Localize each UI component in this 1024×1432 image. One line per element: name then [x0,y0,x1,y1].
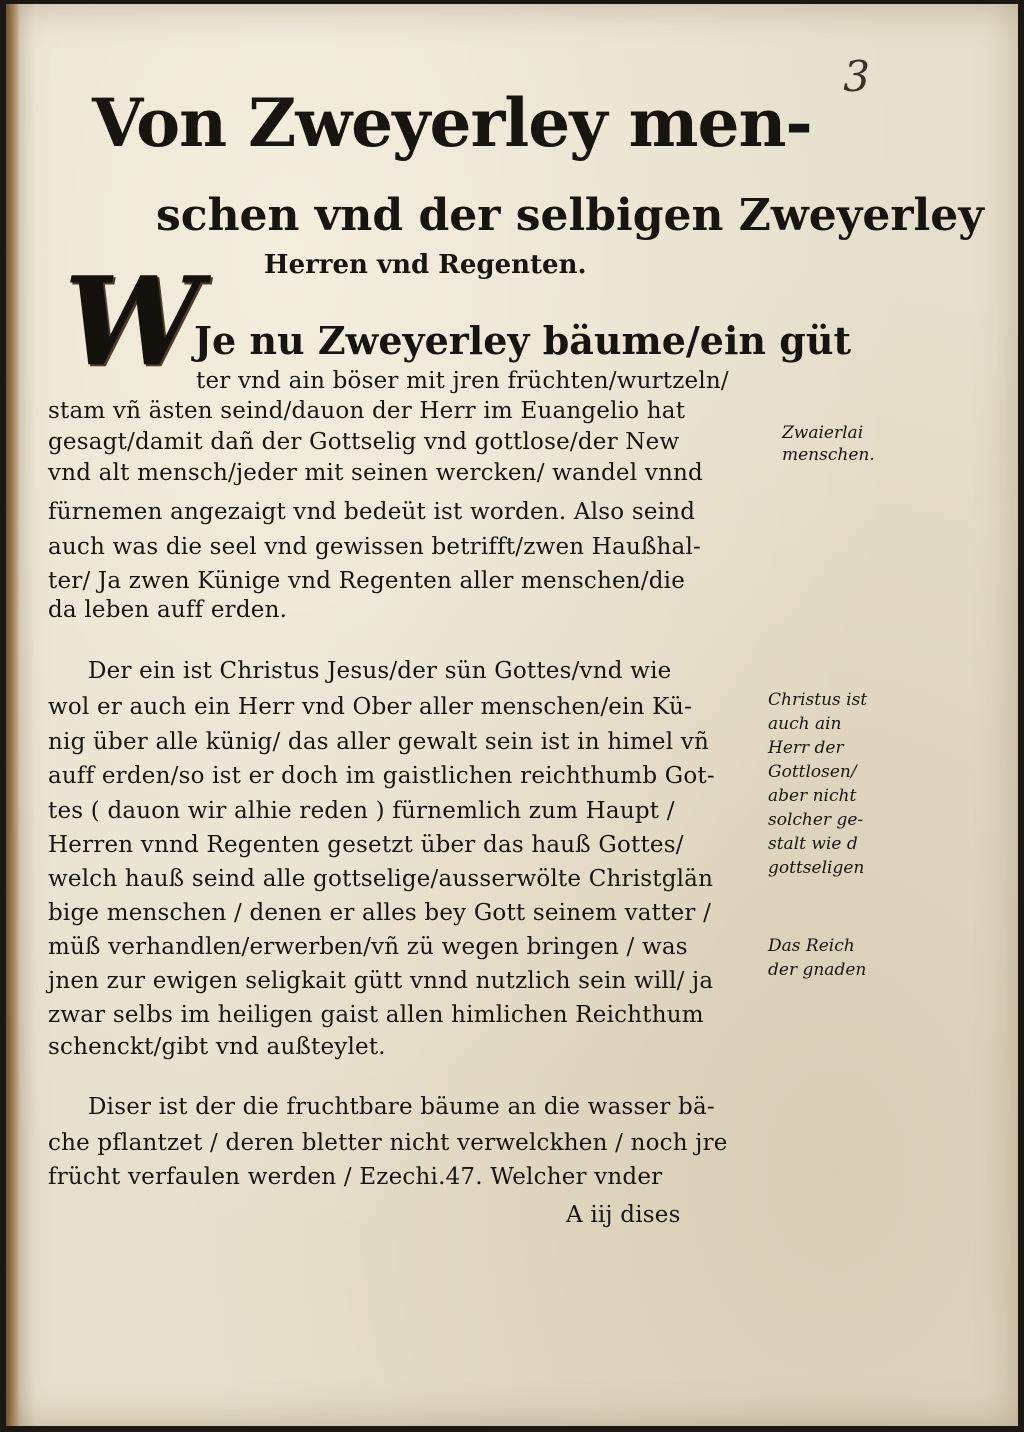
paragraph2-line: welch hauß seind alle gottselige/ausserwölte Christglän [48,866,714,892]
paragraph2-line: auff erden/so ist er doch im gaistlichen reichthumb Got- [48,763,715,789]
folio-number: 3 [843,52,870,101]
paragraph2-line: zwar selbs im heiligen gaist allen himlichen Reichthum [48,1002,704,1028]
paragraph3-line: Diser ist der die fruchtbare bäume an die wasser bä- [88,1094,715,1120]
paragraph2-line: wol er auch ein Herr vnd Ober aller menschen/ein Kü- [48,694,693,720]
paragraph2-line: Herren vnnd Regenten gesetzt über das hauß Gottes/ [48,832,684,858]
marginal-note [782,422,875,466]
catchword: A iij dises [566,1202,681,1228]
paragraph1-line: auch was die seel vnd gewissen betrifft/zwen Haußhal- [48,534,701,560]
paragraph1-line: vnd alt mensch/jeder mit seinen wercken/ wandel vnnd [48,460,703,486]
paragraph2-line: müß verhandlen/erwerben/vñ zü wegen bringen / was [48,934,688,960]
marginal-note-line: Gottlosen/ [768,762,857,782]
paragraph1-line: stam vñ ästen seind/dauon der Herr im Euangelio hat [48,398,686,424]
paragraph2-line: nig über alle künig/ das aller gewalt sein ist in himel vñ [48,729,709,755]
paragraph2-line: bige menschen / denen er alles bey Gott seinem vatter / [48,900,712,926]
paragraph1-line: da leben auff erden. [48,597,288,623]
marginal-note-line: Herr der [768,738,844,758]
paragraph2-line: Der ein ist Christus Jesus/der sün Gottes/vnd wie [88,658,672,684]
marginal-note-line: aber nicht [768,786,857,806]
decorated-initial: W [64,249,202,393]
marginal-note-line: solcher ge- [768,810,864,830]
marginal-note-line: auch ain [768,714,842,734]
paragraph1-line: ter vnd ain böser mit jren früchten/wurtzeln/ [196,368,729,394]
marginal-note [768,934,866,982]
binding-edge [6,4,20,1426]
marginal-note-line: Christus ist [768,690,868,710]
marginal-note-line: Das Reich [768,936,855,956]
marginal-note-line: gottseligen [768,858,865,878]
lead-line: Je nu Zweyerley bäume/ein güt [194,318,852,363]
marginal-note-line: der gnaden [768,960,867,980]
paragraph1-line: fürnemen angezaigt vnd bedeüt ist worden. Also seind [48,499,696,525]
marginal-note [768,688,867,880]
paragraph1-line: ter/ Ja zwen Künige vnd Regenten aller menschen/die [48,568,686,594]
paragraph3-line: che pflantzet / deren bletter nicht verwelckhen / noch jre [48,1130,728,1156]
title-line-2: schen vnd der selbigen Zweyerley [156,190,984,241]
marginal-note-line: stalt wie d [768,834,858,854]
marginal-note-line: Zwaierlai [782,423,864,443]
paragraph3-line: frücht verfaulen werden / Ezechi.47. Welcher vnder [48,1164,663,1190]
paragraph2-line: schenckt/gibt vnd außteylet. [48,1034,386,1060]
title-line-1: Von Zweyerley men- [92,84,812,162]
paragraph2-line: tes ( dauon wir alhie reden ) fürnemlich zum Haupt / [48,798,675,824]
book-page [6,4,1018,1426]
marginal-note-line: menschen. [782,445,875,465]
title-line-3: Herren vnd Regenten. [264,250,587,280]
paragraph1-line: gesagt/damit dañ der Gottselig vnd gottlose/der New [48,429,680,455]
paragraph2-line: jnen zur ewigen seligkait gütt vnnd nutzlich sein will/ ja [48,968,714,994]
